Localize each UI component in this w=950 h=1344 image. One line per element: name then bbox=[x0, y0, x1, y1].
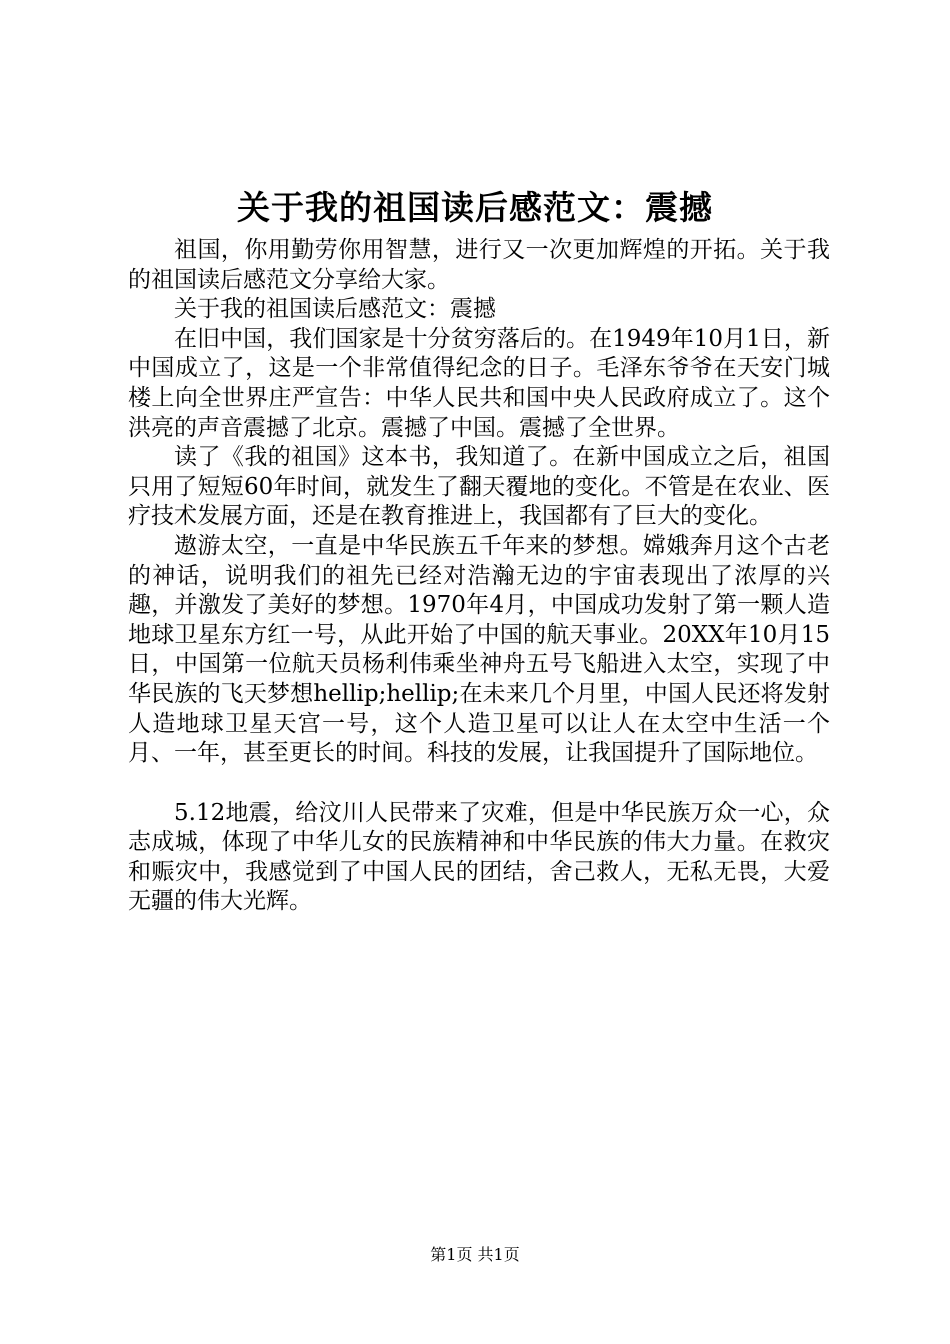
paragraph-intro: 祖国，你用勤劳你用智慧，进行又一次更加辉煌的开拓。关于我的祖国读后感范文分享给大家。 bbox=[128, 237, 830, 293]
document-title: 关于我的祖国读后感范文：震撼 bbox=[237, 188, 713, 227]
paragraph-book-reading: 读了《我的祖国》这本书，我知道了。在新中国成立之后，祖国只用了短短60年时间，就发生了翻天覆地的变化。不管是在农业、医疗技术发展方面，还是在教育推进上，我国都有了巨大的变化。 bbox=[128, 444, 830, 530]
paragraph-earthquake: 5.12地震，给汶川人民带来了灾难，但是中华民族万众一心，众志成城，体现了中华儿女的民族精神和中华民族的伟大力量。在救灾和赈灾中，我感觉到了中国人民的团结，舍己救人，无私无畏，大爱无疆的伟大光辉。 bbox=[128, 799, 830, 915]
page-footer: 第1页 共1页 bbox=[430, 1245, 520, 1264]
paragraph-subtitle: 关于我的祖国读后感范文：震撼 bbox=[174, 296, 496, 323]
paragraph-old-china: 在旧中国，我们国家是十分贫穷落后的。在1949年10月1日，新中国成立了，这是一个非常值得纪念的日子。毛泽东爷爷在天安门城楼上向全世界庄严宣告：中华人民共和国中央人民政府成立了。这个洪亮的声音震撼了北京。震撼了中国。震撼了全世界。 bbox=[128, 325, 830, 441]
document-body bbox=[128, 236, 830, 917]
paragraph-space-dream: 遨游太空，一直是中华民族五千年来的梦想。嫦娥奔月这个古老的神话，说明我们的祖先已经对浩瀚无边的宇宙表现出了浓厚的兴趣，并激发了美好的梦想。1970年4月，中国成功发射了第一颗人造地球卫星东方红一号，从此开始了中国的航天事业。20XX年10月15日，中国第一位航天员杨利伟乘坐神舟五号飞船进入太空，实现了中华民族的飞天梦想hellip;hellip;在未来几个月里，中国人民还将发射人造地球卫星天宫一号，这个人造卫星可以让人在太空中生活一个月、一年，甚至更长的时间。科技的发展，让我国提升了国际地位。 bbox=[128, 532, 830, 767]
